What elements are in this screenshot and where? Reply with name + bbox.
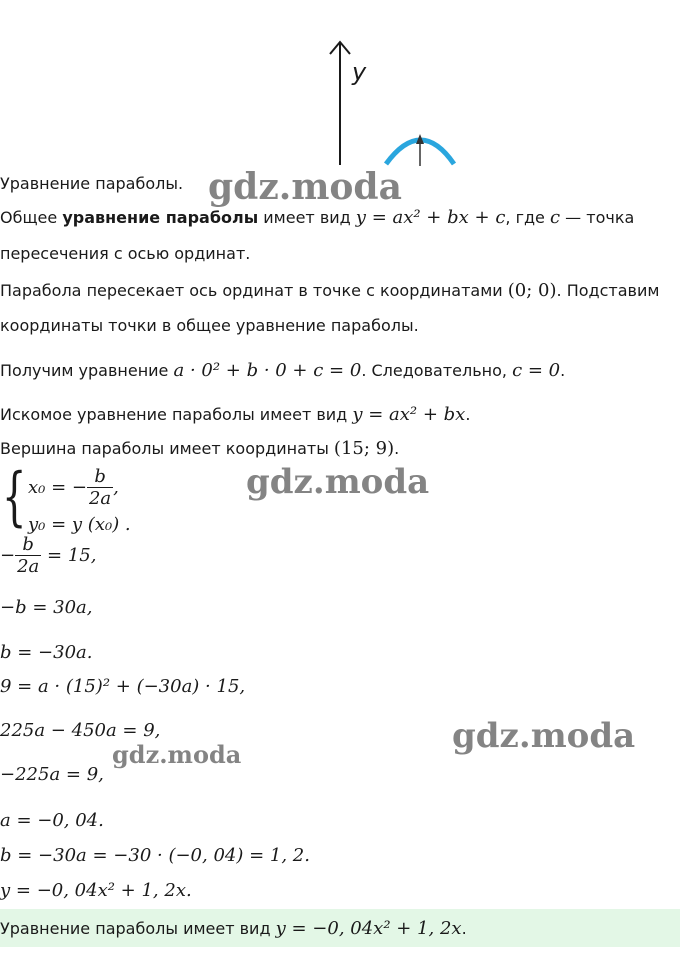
- answer-line: Уравнение параболы имеет вид y = −0, 04x² + 1, 2x.: [0, 918, 467, 939]
- eq-4: 225a − 450a = 9,: [0, 720, 161, 741]
- parabola-figure: [300, 30, 480, 170]
- bold-term: уравнение параболы: [62, 208, 259, 227]
- system-brace: {: [2, 460, 27, 534]
- eq-7: b = −30a = −30 · (−0, 04) = 1, 2.: [0, 845, 310, 866]
- line-5: координаты точки в общее уравнение параболы.: [0, 316, 419, 335]
- eq-5: −225a = 9,: [0, 764, 104, 785]
- watermark: gdz.moda: [452, 716, 636, 756]
- eq-8: y = −0, 04x² + 1, 2x.: [0, 880, 192, 901]
- eq-2: b = −30a.: [0, 642, 93, 663]
- line-1: Уравнение параболы.: [0, 174, 184, 193]
- eq-3: 9 = a · (15)² + (−30a) · 15,: [0, 676, 246, 697]
- watermark: gdz.moda: [246, 462, 430, 502]
- eq-6: a = −0, 04.: [0, 810, 104, 831]
- eq-fraction: − $\frac{b}{2a}$ = 15,: [0, 534, 97, 577]
- eq-1: −b = 30a,: [0, 597, 93, 618]
- system-eq-1: x₀ = − $\frac{b}{2a}$ ,: [28, 466, 119, 509]
- line-4: Парабола пересекает ось ординат в точке с координатами (0; 0). Подставим: [0, 280, 660, 301]
- y-axis-label: y: [352, 58, 367, 86]
- math-point: (0; 0): [507, 280, 557, 301]
- line-6: Получим уравнение a · 0² + b · 0 + c = 0. Следовательно, c = 0.: [0, 360, 566, 381]
- line-3: пересечения с осью ординат.: [0, 244, 251, 263]
- line-8: Вершина параболы имеет координаты (15; 9).: [0, 438, 400, 459]
- watermark: gdz.moda: [208, 166, 402, 208]
- line-7: Искомое уравнение параболы имеет вид y = ax² + bx.: [0, 404, 471, 425]
- line-2: Общее уравнение параболы имеет вид y = ax² + bx + c, где c — точка: [0, 207, 635, 228]
- system-eq-2: y₀ = y (x₀) .: [28, 514, 131, 535]
- watermark: gdz.moda: [112, 740, 242, 769]
- math-general-eq: y = ax² + bx + c: [355, 207, 506, 228]
